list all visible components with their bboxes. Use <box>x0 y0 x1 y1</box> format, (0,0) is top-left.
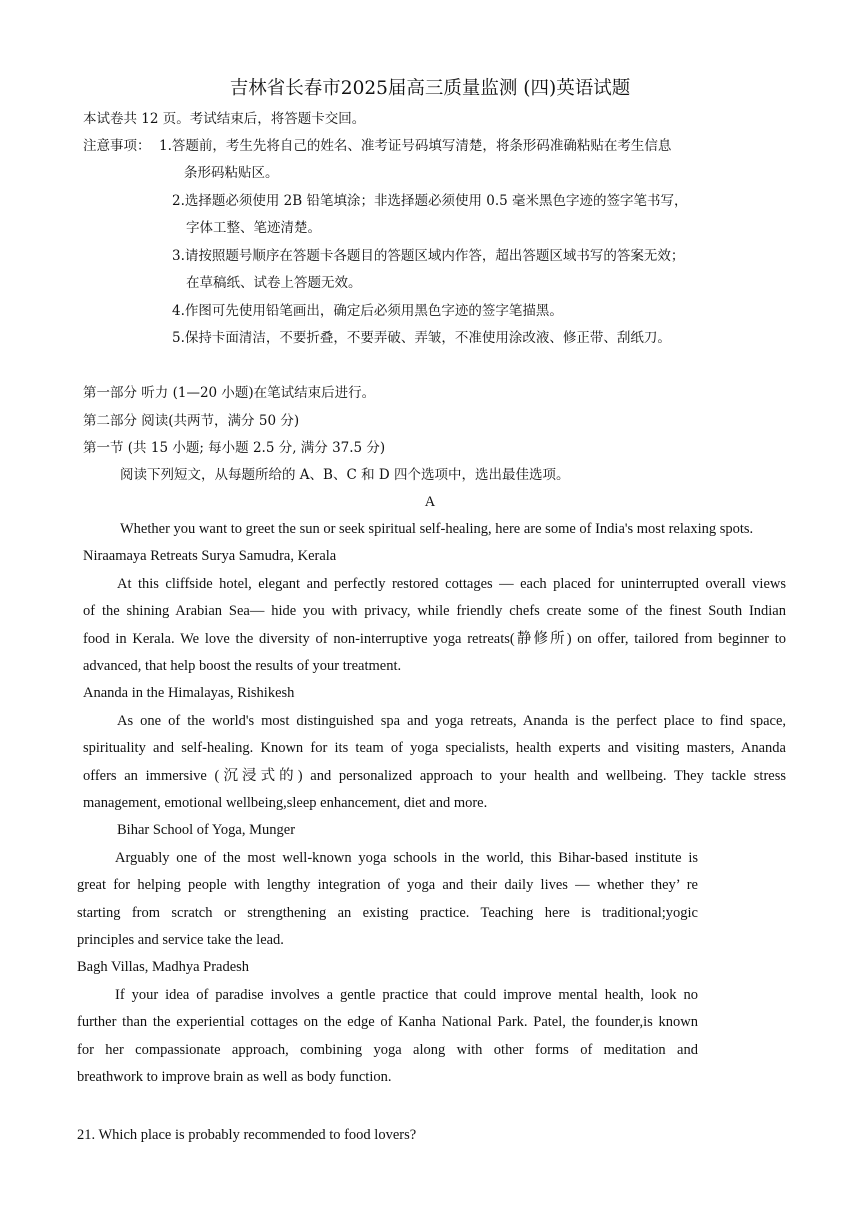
paragraph-line: As one of the world's most distinguished spa and yoga retreats, Ananda is the perfect place to find space, <box>117 713 786 729</box>
paragraph-line: great for helping people with lengthy integration of yoga and their daily lives — whether they’ re <box>77 877 698 894</box>
question-21: 21. Which place is probably recommended to food lovers? <box>77 1127 417 1143</box>
paragraph-line: starting from scratch or strengthening an existing practice. Teaching here is traditional;yogic <box>77 904 698 921</box>
notice-item-2-cont: 字体工整、笔迹清楚。 <box>186 220 321 236</box>
notice-label: 注意事项： <box>83 138 151 154</box>
paragraph-line: of the shining Arabian Sea— hide you with privacy, while friendly chefs create some of the finest South Indian <box>83 603 786 620</box>
paragraph-line: for her compassionate approach, combining yoga along with other forms of meditation and <box>77 1041 698 1058</box>
place-paragraph-4 <box>77 982 698 1091</box>
section-listening: 第一部分 听力 (1—20 小题)在笔试结束后进行。 <box>83 385 376 401</box>
paragraph-line: management, emotional wellbeing,sleep enhancement, diet and more. <box>83 794 488 811</box>
paragraph-line: principles and service take the lead. <box>77 931 284 948</box>
place-heading-4: Bagh Villas, Madhya Pradesh <box>77 959 250 975</box>
place-heading-2: Ananda in the Himalayas, Rishikesh <box>83 685 295 701</box>
notice-item-4: 4.作图可先使用铅笔画出，确定后必须用黑色字迹的签字笔描黑。 <box>172 303 563 319</box>
paragraph-line: At this cliffside hotel, elegant and perfectly restored cottages — each placed for uninterrupted overall views <box>117 576 786 592</box>
intro-text: 本试卷共 12 页。考试结束后，将答题卡交回。 <box>83 111 366 127</box>
place-paragraph-2 <box>83 708 786 817</box>
paragraph-line: breathwork to improve brain as well as body function. <box>77 1068 392 1085</box>
paragraph-line: advanced, that help boost the results of your treatment. <box>83 657 402 674</box>
instruction-text: 阅读下列短文，从每题所给的 A、B、C 和 D 四个选项中，选出最佳选项。 <box>120 467 570 483</box>
page-title: 吉林省长春市2025届高三质量监测 (四)英语试题 <box>229 78 631 99</box>
notice-item-1-cont: 条形码粘贴区。 <box>184 165 279 181</box>
place-paragraph-1 <box>83 571 786 680</box>
paragraph-line: spirituality and self-healing. Known for its team of yoga specialists, health experts and visiting masters, Ananda <box>83 740 786 757</box>
notice-item-2: 2.选择题必须使用 2B 铅笔填涂；非选择题必须使用 0.5 毫米黑色字迹的签字笔书写， <box>172 193 688 209</box>
notice-item-1: 1.答题前，考生先将自己的姓名、准考证号码填写清楚，将条形码准确粘贴在考生信息 <box>159 138 672 154</box>
section-reading: 第二部分 阅读(共两节，满分 50 分) <box>83 413 300 429</box>
notice-item-3: 3.请按照题号顺序在答题卡各题目的答题区域内作答，超出答题区域书写的答案无效； <box>172 248 685 264</box>
passage-intro: Whether you want to greet the sun or seek spiritual self-healing, here are some of India's most relaxing spots. <box>120 521 754 537</box>
paragraph-line: further than the experiential cottages on the edge of Kanha National Park. Patel, the founder,is known <box>77 1014 698 1031</box>
notice-item-5: 5.保持卡面清洁，不要折叠，不要弄破、弄皱，不准使用涂改液、修正带、刮纸刀。 <box>172 330 671 346</box>
paragraph-line: offers an immersive (沉浸式的) and personalized approach to your health and wellbeing. They tackle stress <box>83 767 786 784</box>
place-paragraph-3 <box>77 845 698 954</box>
place-heading-3: Bihar School of Yoga, Munger <box>117 822 296 838</box>
place-heading-1: Niraamaya Retreats Surya Samudra, Kerala <box>83 548 337 564</box>
notice-item-3-cont: 在草稿纸、试卷上答题无效。 <box>186 275 362 291</box>
paragraph-line: food in Kerala. We love the diversity of non-interruptive yoga retreats(静修所) on offer, tailored from beginner to <box>83 630 786 647</box>
section-part-one: 第一节 (共 15 小题; 每小题 2.5 分, 满分 37.5 分) <box>83 440 386 456</box>
paragraph-line: Arguably one of the most well-known yoga schools in the world, this Bihar-based institute is <box>115 850 698 866</box>
passage-label: A <box>424 494 436 510</box>
paragraph-line: If your idea of paradise involves a gentle practice that could improve mental health, look no <box>115 987 698 1003</box>
